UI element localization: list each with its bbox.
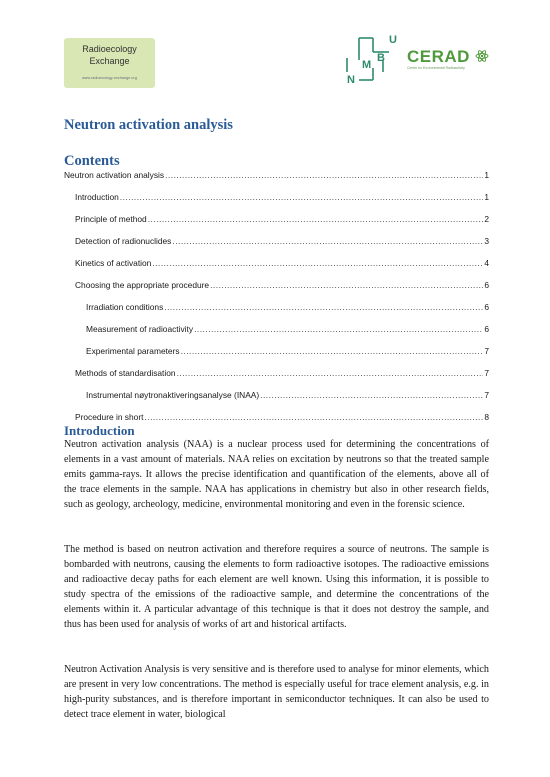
toc-leader (194, 324, 483, 334)
cerad-logo (407, 48, 487, 76)
toc-entry-page: 1 (484, 170, 489, 180)
toc-entry[interactable] (75, 412, 489, 422)
toc-leader (177, 368, 484, 378)
toc-leader (172, 236, 483, 246)
toc-entry-page: 7 (484, 390, 489, 400)
toc-entry-page: 2 (484, 214, 489, 224)
toc-entry-label: Experimental parameters (86, 346, 180, 356)
logo-line-2: Exchange (89, 56, 130, 66)
toc-entry-label: Principle of method (75, 214, 147, 224)
atom-icon (475, 49, 489, 63)
toc-leader (260, 390, 483, 400)
nmbu-logo (339, 30, 403, 86)
nmbu-letter-n: N (347, 74, 355, 86)
contents-heading: Contents (64, 153, 120, 169)
toc-entry-page: 8 (484, 412, 489, 422)
nmbu-letter-u: U (389, 34, 397, 46)
toc-entry-page: 6 (484, 302, 489, 312)
toc-entry[interactable] (75, 192, 489, 202)
body-paragraph: Neutron activation analysis (NAA) is a nuclear process used for determining the concentrations of elements in a vast amount of materials. NAA relies on excitation by neutrons so that the treated sample emits gamma-rays. It allows the precise identification and quantification of the elements, above all of the trace elements in the sample. NAA has applications in chemistry but also in other research fields, such as geology, archeology, medicine, environmental monitoring and even in the forensic science. (64, 439, 489, 511)
toc-entry-page: 1 (484, 192, 489, 202)
logo-url: www.radioecology-exchange.org (82, 76, 137, 80)
toc-entry-page: 7 (484, 368, 489, 378)
toc-leader (120, 192, 484, 202)
cerad-wordmark: CERAD (407, 47, 470, 66)
document-title: Neutron activation analysis (64, 117, 233, 133)
toc-leader (152, 258, 483, 268)
toc-entry-label: Instrumental nøytronaktiveringsanalyse (INAA) (86, 390, 260, 400)
toc-leader (144, 412, 483, 422)
toc-entry-page: 4 (484, 258, 489, 268)
toc-leader (148, 214, 484, 224)
toc-entry-label: Kinetics of activation (75, 258, 152, 268)
toc-entry[interactable] (75, 236, 489, 246)
body-paragraph: The method is based on neutron activation and therefore requires a source of neutrons. The sample is bombarded with neutrons, causing the elements to form radioactive isotopes. The radioactive emissions and radioactive decay paths for each element are well known. Using this information, it is possible to study spectra of the emissions of the radioactive sample, and determine the concentrations of the elements within it. A particular advantage of this technique is that it does not destroy the sample, and thus has been used for analysis of works of art and historical artifacts. (64, 544, 489, 631)
toc-entry[interactable] (86, 346, 489, 356)
toc-entry-page: 3 (484, 236, 489, 246)
toc-entry-page: 6 (484, 280, 489, 290)
toc-entry-page: 7 (484, 346, 489, 356)
toc-entry-label: Irradiation conditions (86, 302, 164, 312)
toc-leader (181, 346, 484, 356)
toc-entry[interactable] (75, 368, 489, 378)
toc-entry[interactable] (86, 390, 489, 400)
cerad-subtitle: Centre for Environmental Radioactivity (407, 66, 465, 70)
toc-leader (210, 280, 483, 290)
toc-entry-label: Neutron activation analysis (64, 170, 165, 180)
logo-line-1: Radioecology (82, 44, 137, 54)
toc-leader (164, 302, 483, 312)
toc-entry[interactable] (75, 280, 489, 290)
toc-entry-page: 6 (484, 324, 489, 334)
toc-entry[interactable] (86, 324, 489, 334)
section-heading-introduction: Introduction (64, 423, 135, 438)
toc-entry[interactable] (64, 170, 489, 180)
toc-entry-label: Methods of standardisation (75, 368, 176, 378)
toc-entry[interactable] (75, 214, 489, 224)
body-paragraph: Neutron Activation Analysis is very sensitive and is therefore used to analyse for minor elements, which are present in very low concentrations. The method is especially useful for trace element analysis, e.g. in high-purity substances, and is therefore important in semiconductor techniques. It can also be used to detect trace element in water, biological (64, 664, 489, 721)
toc-entry-label: Introduction (75, 192, 119, 202)
toc-leader (165, 170, 483, 180)
radioecology-exchange-logo (64, 38, 155, 88)
nmbu-letter-m: M (362, 59, 372, 71)
toc-entry-label: Procedure in short (75, 412, 144, 422)
toc-entry-label: Detection of radionuclides (75, 236, 172, 246)
toc-entry[interactable] (75, 258, 489, 268)
toc-entry[interactable] (86, 302, 489, 312)
toc-entry-label: Choosing the appropriate procedure (75, 280, 210, 290)
nmbu-letter-b: B (377, 52, 385, 64)
toc-entry-label: Measurement of radioactivity (86, 324, 194, 334)
